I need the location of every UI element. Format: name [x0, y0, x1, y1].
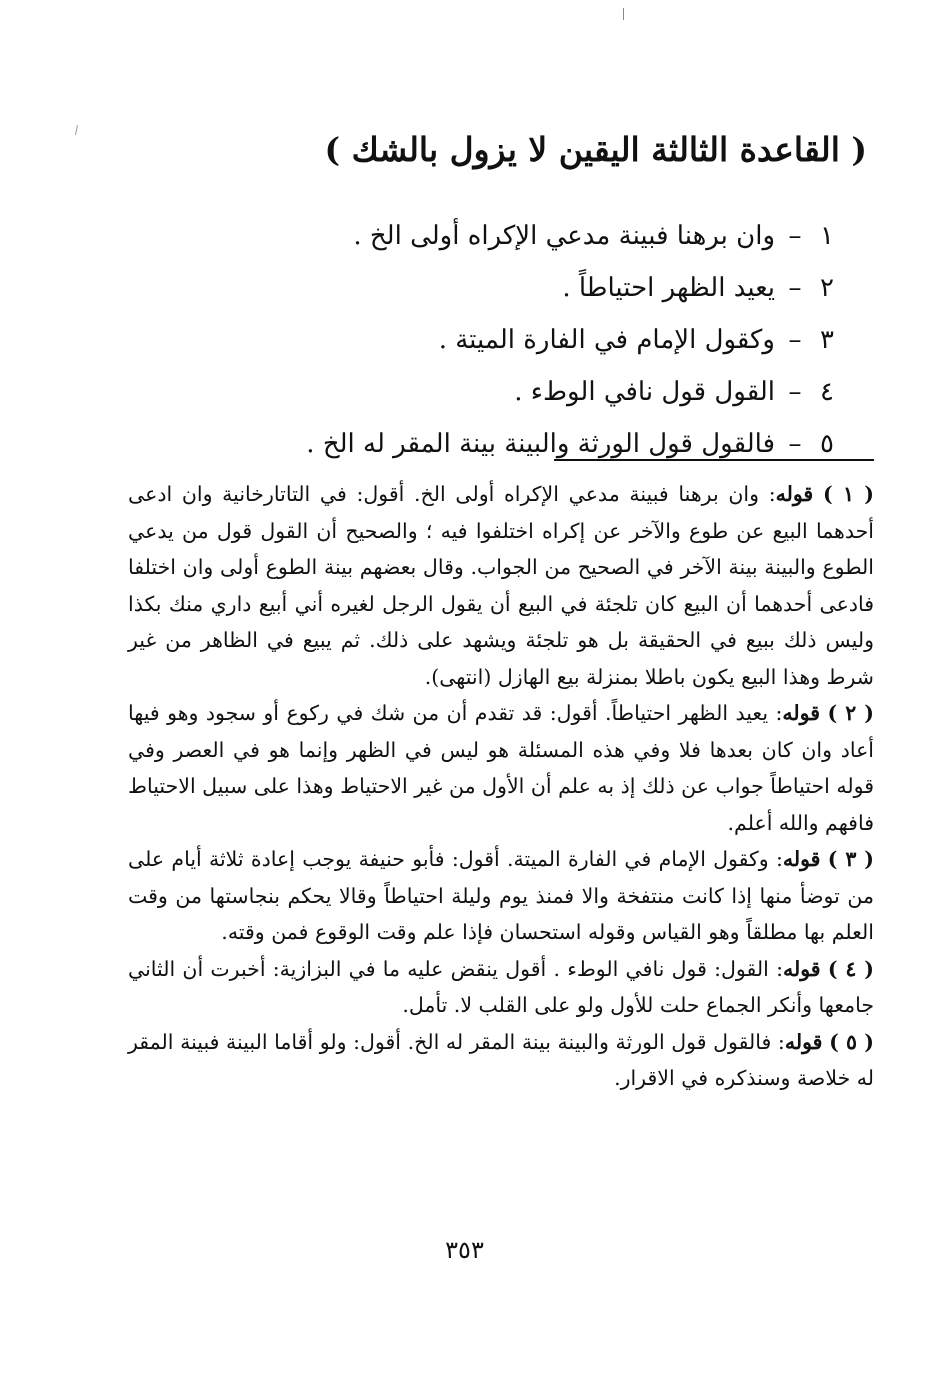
- list-item-number: ٤: [820, 377, 834, 407]
- list-item-text: وان برهنا فبينة مدعي الإكراه أولى الخ .: [353, 221, 775, 251]
- footnote: [128, 1024, 874, 1097]
- footnote: [128, 476, 874, 695]
- list-item: [239, 262, 839, 314]
- page-title: ( القاعدة الثالثة اليقين لا يزول بالشك ): [324, 130, 867, 169]
- footnote-keyword: قوله: [782, 956, 821, 981]
- scan-mark: [623, 8, 624, 20]
- list-item-dash: –: [788, 325, 802, 355]
- list-item-number: ٣: [820, 325, 834, 355]
- list-item-dash: –: [788, 429, 802, 459]
- list-item-text: القول قول نافي الوطء .: [514, 377, 775, 407]
- footnote-marker: ( ٤ ): [827, 956, 874, 981]
- footnote-marker: ( ١ ): [822, 482, 874, 506]
- list-item: [239, 366, 839, 418]
- footnotes: [128, 476, 874, 1097]
- footnote-marker: ( ٢ ): [827, 701, 874, 725]
- list-item-text: فالقول قول الورثة والبينة بينة المقر له الخ .: [306, 429, 775, 459]
- list-item-text: يعيد الظهر احتياطاً .: [562, 273, 775, 303]
- footnote: [128, 951, 874, 1024]
- list-item: [239, 418, 839, 470]
- list-item-dash: –: [788, 377, 802, 407]
- scan-mark: [75, 125, 78, 135]
- footnote-marker: ( ٥ ): [829, 1029, 874, 1054]
- footnote-text: : فالقول قول الورثة والبينة بينة المقر له الخ. أقول: ولو أقاما البينة فبينة المقر له خلاصة وسنذكره في الاقرار.: [128, 1029, 874, 1090]
- list-item-text: وكقول الإمام في الفارة الميتة .: [438, 325, 775, 355]
- page-number: ٣٥٣: [445, 1236, 484, 1264]
- rule-list: [239, 210, 839, 470]
- list-item: [239, 314, 839, 366]
- list-item-number: ٥: [820, 429, 834, 459]
- footnote-separator: [554, 459, 874, 461]
- footnote: [128, 695, 874, 841]
- footnote-marker: ( ٣ ): [827, 847, 874, 871]
- footnote-keyword: قوله: [782, 847, 821, 871]
- footnote-text: : وان برهنا فبينة مدعي الإكراه أولى الخ. أقول: في التاتارخانية وان ادعى أحدهما البيع عن طوع والآخر عن إكراه اختلفوا فيه ؛ والصحيح أن القول قول من يدعي الطوع والبينة بينة الآخر في الصحيح من الجواب. وقال بعضهم بينة الطوع أولى وان اختلفا فادعى أحدهما أن البيع كان تلجئة في البيع أن يقول الرجل لغيره أني أبيع داري منك بكذا وليس ذلك ببيع في الحقيقة بل هو تلجئة ويشهد على ذلك. ثم يبيع في الظاهر من غير شرط وهذا البيع يكون باطلا بمنزلة بيع الهازل (انتهى).: [128, 482, 874, 689]
- footnote-text: : القول: قول نافي الوطء . أقول ينقض عليه ما في البزازية: أخبرت أن الثاني جامعها وأنكر الجماع حلت للأول ولو على القلب لا. تأمل.: [128, 956, 874, 1017]
- footnote-keyword: قوله: [782, 701, 821, 725]
- footnote-keyword: قوله: [784, 1029, 823, 1054]
- footnote-text: : يعيد الظهر احتياطاً. أقول: قد تقدم أن من شك في ركوع أو سجود وهو فيها أعاد وان كان بعدها فلا وفي هذه المسئلة هو ليس في الظهر وإنما هو في العصر وفي قوله احتياطاً جواب عن ذلك إذ به علم أن الأول من غير الاحتياط وهذا على سبيل الاحتياط فافهم والله أعلم.: [128, 701, 874, 835]
- list-item: [239, 210, 839, 262]
- footnote-keyword: قوله: [775, 482, 814, 506]
- list-item-dash: –: [788, 273, 802, 303]
- footnote-text: : وكقول الإمام في الفارة الميتة. أقول: فأبو حنيفة يوجب إعادة ثلاثة أيام على من توضأ منها إذا كانت منتفخة والا فمنذ يوم وليلة احتياطاً وقالا يحكم بنجاستها من وقت العلم بها مطلقاً وهو القياس وقوله استحسان فإذا علم وقت الوقوع فمن وقته.: [128, 847, 874, 944]
- list-item-number: ١: [820, 221, 834, 251]
- footnote: [128, 841, 874, 951]
- list-item-dash: –: [788, 221, 802, 251]
- list-item-number: ٢: [820, 273, 834, 303]
